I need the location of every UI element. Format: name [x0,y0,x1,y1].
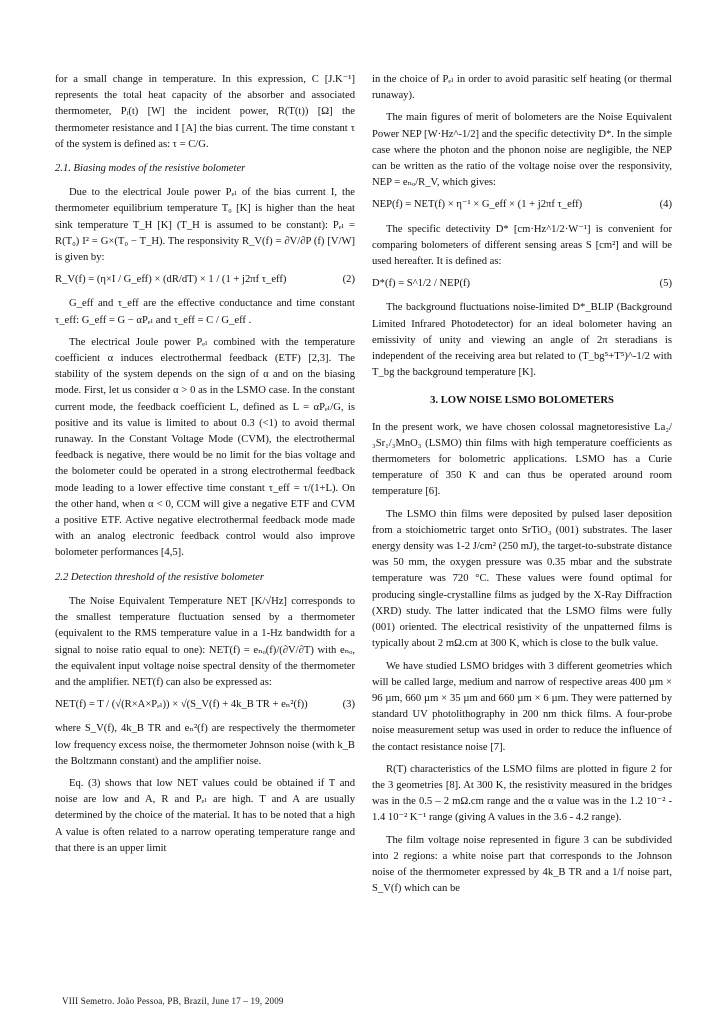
paragraph: The main figures of merit of bolometers are the Noise Equivalent Power NEP [W·Hz^-1/2] and the specific detectivity D*. In the simple case where the photon and the phonon noise are negligible, the NEP can be written as the ratio of the voltage noise over the responsivity, NEP = eₙₒ/R_V, which gives: [372,112,672,189]
section-heading-3: 3. LOW NOISE LSMO BOLOMETERS [430,395,614,407]
equation-body: R_V(f) = (η×I / G_eff) × (dR/dT) × 1 / (1 + j2πf τ_eff) [55,274,287,286]
section-heading-2-1: 2.1. Biasing modes of the resistive bolometer [55,163,246,175]
equation-number: (3) [342,699,355,711]
paragraph: Due to the electrical Joule power Pₑₗ of the bias current I, the thermometer equilibrium temperature T₀ [K] is higher than the heat sink temperature T_H [K] (T_H is assumed to be constant): Pₑₗ = R(T₀) I² = G×(T₀ − T_H). The responsivity R_V(f) = ∂V/∂P (f) [V/W] is given by: [55,187,355,264]
equation-number: (5) [659,278,672,290]
paragraph: We have studied LSMO bridges with 3 different geometries which will be called large, medium and narrow of respective areas 400 µm × 96 µm, 660 µm × 35 µm and 660 µm × 6 µm. They were patterned by standard UV photolithography in 200 nm thick films. A four-probe noise measurement setup was used in order to reduce the influence of the contact resistance noise [7]. [372,660,672,753]
paragraph: where S_V(f), 4k_B TR and eₙ²(f) are respectively the thermometer low frequency excess noise, the thermometer Johnson noise (with k_B the Boltzmann constant) and the amplifier noise. [55,723,355,767]
right-column [372,72,672,903]
paragraph: in the choice of Pₑₗ in order to avoid parasitic self heating (or thermal runaway). [372,74,672,102]
paragraph: G_eff and τ_eff are the effective conductance and time constant τ_eff: G_eff = G − αPₑₗ and τ_eff = C / G_eff . [55,298,355,326]
paragraph: The specific detectivity D* [cm·Hz^1/2·W⁻¹] is convenient for comparing bolometers of different sensing areas S [cm²] and will be used hereafter. It is defined as: [372,223,672,268]
paragraph: The background fluctuations noise-limited D*_BLIP (Background Limited Infrared Photodetector) for an ideal bolometer having an emissivity of unity and viewing an angle of 2π steradians is independent of the receiving area but related to (T_bg⁵+T⁵)^-1/2 with T_bg the background temperature [K]. [372,302,672,379]
equation-body: NET(f) = T / (√(R×A×Pₑₗ)) × √(S_V(f) + 4k_B TR + eₙ²(f)) [55,699,308,711]
equation-3 [55,697,355,713]
equation-body: D*(f) = S^1/2 / NEP(f) [372,278,471,290]
paragraph: In the present work, we have chosen colossal magnetoresistive La₂/₃Sr₁/₃MnO₃ (LSMO) thin films with high temperature coefficients as thermometers for bolometric applications. LSMO has a Curie temperature of 350 K and can thus be operated around room temperature [6]. [372,421,672,498]
left-column [55,72,355,863]
paragraph: R(T) characteristics of the LSMO films are plotted in figure 2 for the 3 geometries [8]. At 300 K, the resistivity measured in the bridges was in the 0.5 – 2 mΩ.cm range and the α value was in the 1.2 10⁻² - 1.4 10⁻² K⁻¹ range (giving A values in the 3.6 - 4.2 range). [372,763,672,824]
equation-number: (2) [342,274,355,286]
equation-number: (4) [659,199,672,211]
equation-body: NEP(f) = NET(f) × η⁻¹ × G_eff × (1 + j2πf τ_eff) [372,199,583,211]
paragraph: for a small change in temperature. In this expression, C [J.K⁻¹] represents the total heat capacity of the absorber and associated thermometer, Pᵢ(t) [W] the incident power, R(T(t)) [Ω] the thermometer resistance and I [A] the bias current. The time constant τ of the system is defined as: τ = C/G. [55,74,355,150]
equation-5 [372,276,672,292]
equation-2 [55,272,355,288]
paragraph: The Noise Equivalent Temperature NET [K/√Hz] corresponds to the smallest temperature fluctuation sensed by a thermometer (equivalent to the RMS temperature value in a 1-Hz bandwidth for a signal to noise ratio equal to one): NET(f) = eₙₒ(f)/(∂V/∂T) with eₙₒ, the equivalent input voltage noise spectral density of the thermometer and the amplifier. NET(f) can also be expressed as: [55,595,355,688]
paragraph: The electrical Joule power Pₑₗ combined with the temperature coefficient α induces electrothermal feedback (ETF) [2,3]. The stability of the system depends on the sign of α and on the biasing mode. First, let us consider α > 0 as in the LSMO case. In the constant current mode, the feedback coefficient L, defined as L = αPₑₗ/G, is positive and its value is limited to about 0.3 (<1) to avoid thermal runaway. In the Constant Voltage Mode (CVM), the electrothermal feedback is negative, there would be no limit for the bias voltage and the bolometer could be operated in a strong electrothermal feedback mode leading to a lower effective time constant τ_eff = τ/(1+L). On the other hand, when α < 0, CCM will give a negative ETF and CVM a positive ETF. Active negative electrothermal feedback mode made with an analog electronic feedback control would also improve bolometer performances [4,5]. [55,336,355,559]
equation-4 [372,197,672,213]
page-footer: VIII Semetro. João Pessoa, PB, Brazil, June 17 – 19, 2009 [62,996,284,1006]
section-heading-2-2: 2.2 Detection threshold of the resistive bolometer [55,571,264,583]
paragraph: The film voltage noise represented in figure 3 can be subdivided into 2 regions: a white noise part that corresponds to the Johnson noise of the thermometer expressed by 4k_B TR and a 1/f noise part, S_V(f) which can be [372,834,672,895]
paragraph: The LSMO thin films were deposited by pulsed laser deposition from a stoichiometric target onto SrTiO₃ (001) substrates. The laser energy density was 1-2 J/cm² (250 mJ), the target-to-substrate distance was 50 mm, the oxygen pressure was 0.35 mbar and the substrate temperature was 720 °C. These values were found optimal for producing single-crystalline films as judged by the X-Ray Diffraction (XRD) study. The latter indicated that the LSMO films were fully (001) oriented. The electrical resistivity of the unpatterned films is typically about 2 mΩ.cm at 300 K, which is close to the bulk value. [372,508,672,650]
paragraph: Eq. (3) shows that low NET values could be obtained if T and noise are low and A, R and Pₑₗ are high. T and A are usually determined by the choice of the material. It has to be noted that a high A value is often related to a narrow operating temperature range and that there is an upper limit [55,777,355,854]
